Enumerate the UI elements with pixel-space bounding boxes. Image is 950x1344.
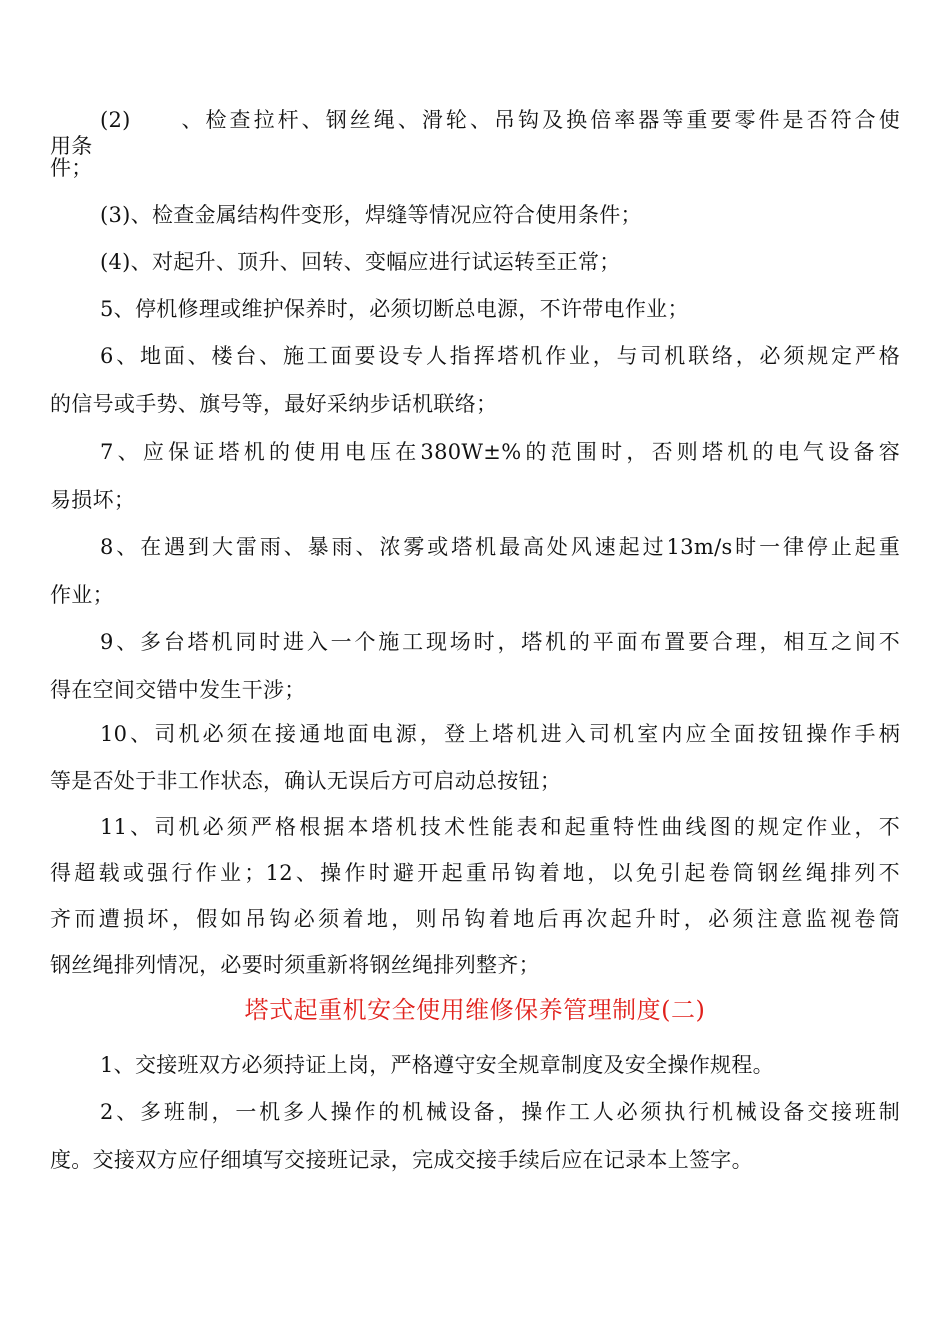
text-line: (2) 、检查拉杆、钢丝绳、滑轮、吊钩及换倍率器等重要零件是否符合使 bbox=[100, 108, 900, 132]
text-line: 等是否处于非工作状态，确认无误后方可启动总按钮； bbox=[50, 769, 562, 793]
text-line: 用条 bbox=[50, 134, 93, 158]
text-line: 得超载或强行作业；12、操作时避开起重吊钩着地，以免引起卷筒钢丝绳排列不 bbox=[50, 861, 900, 885]
text-line: 的信号或手势、旗号等，最好采纳步话机联络； bbox=[50, 392, 498, 416]
text-line: 易损坏； bbox=[50, 488, 136, 512]
text-line: 1、交接班双方必须持证上岗，严格遵守安全规章制度及安全操作规程。 bbox=[100, 1053, 774, 1077]
text-line: (4)、对起升、顶升、回转、变幅应进行试运转至正常； bbox=[100, 250, 621, 274]
text-line: 得在空间交错中发生干涉； bbox=[50, 678, 306, 702]
text-line: 8、在遇到大雷雨、暴雨、浓雾或塔机最高处风速起过13m/s时一律停止起重 bbox=[100, 535, 900, 559]
text-line: 6、地面、楼台、施工面要设专人指挥塔机作业，与司机联络，必须规定严格 bbox=[100, 344, 900, 368]
text-line: 钢丝绳排列情况，必要时须重新将钢丝绳排列整齐； bbox=[50, 953, 540, 977]
section-title: 塔式起重机安全使用维修保养管理制度(二) bbox=[244, 996, 706, 1024]
text-line: 11、司机必须严格根据本塔机技术性能表和起重特性曲线图的规定作业，不 bbox=[100, 815, 900, 839]
text-line: 2、多班制，一机多人操作的机械设备，操作工人必须执行机械设备交接班制 bbox=[100, 1100, 900, 1124]
text-line: 5、停机修理或维护保养时，必须切断总电源，不许带电作业； bbox=[100, 297, 689, 321]
text-line: 9、多台塔机同时进入一个施工现场时，塔机的平面布置要合理，相互之间不 bbox=[100, 630, 900, 654]
text-line: 7、应保证塔机的使用电压在380W±%的范围时，否则塔机的电气设备容 bbox=[100, 440, 900, 464]
text-line: (3)、检查金属结构件变形，焊缝等情况应符合使用条件； bbox=[100, 203, 642, 227]
text-line: 齐而遭损坏，假如吊钩必须着地，则吊钩着地后再次起升时，必须注意监视卷筒 bbox=[50, 907, 900, 931]
text-line: 件； bbox=[50, 156, 93, 180]
text-line: 作业； bbox=[50, 583, 114, 607]
text-line: 度。交接双方应仔细填写交接班记录，完成交接手续后应在记录本上签字。 bbox=[50, 1148, 753, 1172]
text-line: 10、司机必须在接通地面电源，登上塔机进入司机室内应全面按钮操作手柄 bbox=[100, 722, 900, 746]
